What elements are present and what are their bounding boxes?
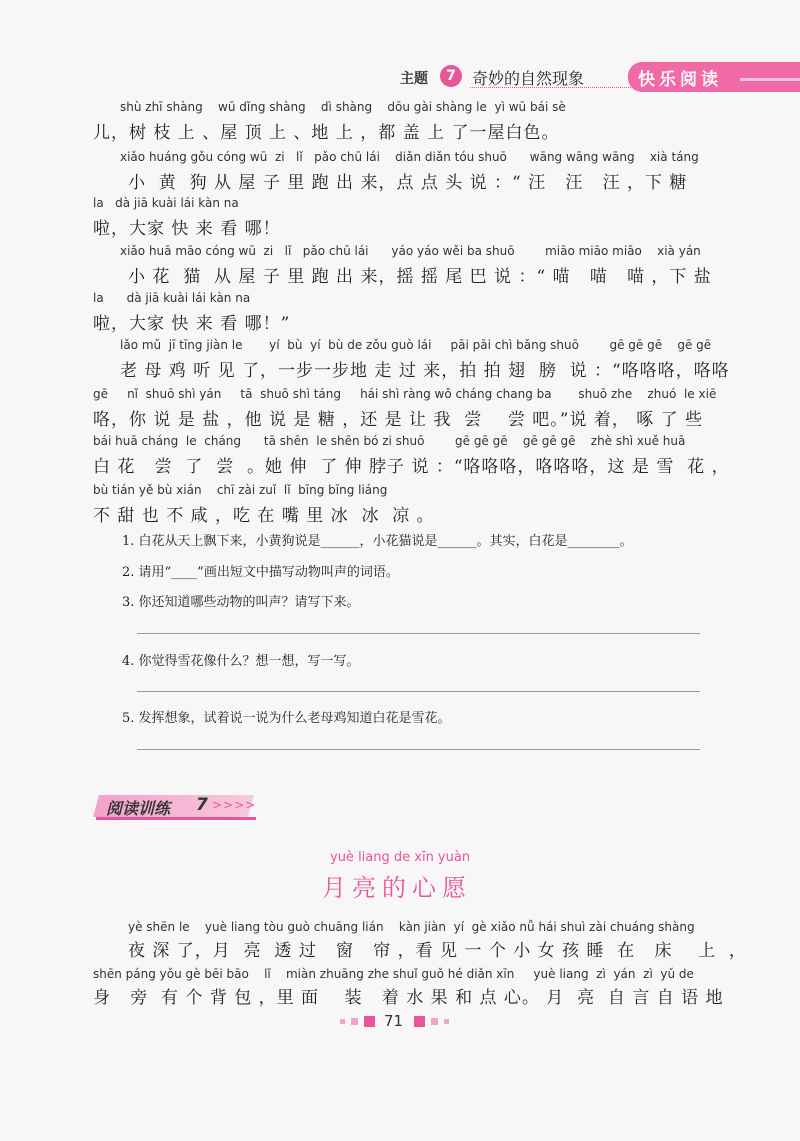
question-1: 1. 白花从天上飘下来，小黄狗说是______，小花猫说是______。其实，白花是________。 bbox=[122, 534, 633, 549]
hanzi-line: 儿，树 枝 上 、屋 顶 上 、地 上 ，都 盖 上 了一屋白色。 bbox=[93, 123, 560, 143]
question-4: 4. 你觉得雪花像什么？想一想，写一写。 bbox=[122, 654, 360, 669]
banner-label: 阅读训练 bbox=[106, 799, 171, 818]
hanzi-line: 小 黄 狗 从 屋 子 里 跑 出 来，点 点 头 说 ：“ 汪 汪 汪 ，下 糖 bbox=[128, 173, 688, 193]
pinyin-line: la dà jiā kuài lái kàn na bbox=[93, 196, 239, 210]
pinyin-line: bù tián yě bù xián chī zài zuǐ lǐ bīng bīng liáng bbox=[93, 483, 388, 497]
arrows-icon: >>>> bbox=[212, 798, 257, 812]
hanzi-line: 不 甜 也 不 咸 ，吃 在 嘴 里 冰 冰 凉 。 bbox=[93, 506, 435, 526]
pinyin-line: shù zhī shàng wū dǐng shàng dì shàng dōu gài shàng le yì wū bái sè bbox=[120, 100, 566, 114]
pinyin-line: lǎo mǔ jī tīng jiàn le yí bù yí bù de zǒu guò lái pāi pāi chì bǎng shuō gē gē gē gē gē bbox=[120, 338, 712, 352]
hanzi-line: 啦，大家 快 来 看 哪！” bbox=[93, 314, 291, 334]
pinyin-line: gē nǐ shuō shì yán tā shuō shì táng hái shì ràng wǒ cháng chang ba shuō zhe zhuó le xiē bbox=[93, 387, 717, 401]
answer-line-5[interactable] bbox=[137, 749, 700, 750]
question-3: 3. 你还知道哪些动物的叫声？请写下来。 bbox=[122, 595, 360, 610]
footer-square-icon bbox=[340, 1019, 345, 1024]
story-title: 月亮的心愿 bbox=[322, 874, 472, 902]
happy-reading-badge bbox=[628, 62, 800, 92]
hanzi-line: 咯，你 说 是 盐 ，他 说 是 糖 ，还 是 让 我 尝 尝 吧。”说 着， 啄 了 些 bbox=[93, 410, 704, 430]
page-number: 71 bbox=[384, 1012, 404, 1030]
hanzi-line: 小 花 猫 从 屋 子 里 跑 出 来，摇 摇 尾 巴 说 ：“ 喵 喵 喵 ，下 盐 bbox=[128, 267, 712, 287]
reading-training-banner bbox=[96, 795, 256, 819]
theme-title: 奇妙的自然现象 bbox=[472, 69, 585, 88]
answer-line-3[interactable] bbox=[137, 633, 700, 634]
page-header bbox=[380, 62, 800, 92]
page-footer bbox=[0, 1012, 800, 1032]
footer-square-icon bbox=[364, 1016, 375, 1027]
theme-label: 主题 bbox=[400, 71, 428, 87]
story-title-pinyin: yuè liang de xīn yuàn bbox=[330, 850, 471, 865]
pinyin-line: la dà jiā kuài lái kàn na bbox=[93, 291, 251, 305]
footer-square-icon bbox=[431, 1018, 438, 1025]
footer-square-icon bbox=[351, 1018, 358, 1025]
hanzi-line: 啦，大家 快 来 看 哪！ bbox=[93, 219, 281, 239]
hanzi-line: 白 花 尝 了 尝 。她 伸 了 伸 脖子 说 ：“咯咯咯，咯咯咯，这 是 雪 花 ， bbox=[93, 457, 730, 477]
footer-square-icon bbox=[444, 1019, 449, 1024]
hanzi-line: 身 旁 有 个 背 包 ，里 面 装 着 水 果 和 点 心。 月 亮 自 言 自 语 地 bbox=[93, 988, 724, 1008]
question-5: 5. 发挥想象，试着说一说为什么老母鸡知道白花是雪花。 bbox=[122, 711, 451, 726]
theme-number-badge: 7 bbox=[440, 65, 462, 87]
question-2: 2. 请用“____”画出短文中描写动物叫声的词语。 bbox=[122, 565, 399, 580]
pinyin-line: bái huā cháng le cháng tā shēn le shēn bó zi shuō gē gē gē gē gē gē zhè shì xuě huā bbox=[93, 434, 686, 448]
pinyin-line: xiǎo huā māo cóng wū zi lǐ pǎo chū lái yáo yáo wěi ba shuō miāo miāo miāo xià yán bbox=[120, 244, 701, 258]
answer-line-4[interactable] bbox=[137, 691, 700, 692]
pinyin-line: yè shēn le yuè liang tòu guò chuāng lián kàn jiàn yí gè xiǎo nǚ hái shuì zài chuáng shàng bbox=[128, 920, 695, 934]
pinyin-line: shēn páng yǒu gè bēi bāo lǐ miàn zhuāng zhe shuǐ guǒ hé diǎn xīn yuè liang zì yán zì yǔ de bbox=[93, 967, 694, 981]
footer-square-icon bbox=[414, 1016, 425, 1027]
hanzi-line: 老 母 鸡 听 见 了，一步一步地 走 过 来，拍 拍 翅 膀 说 ：“咯咯咯，咯咯 bbox=[120, 361, 730, 381]
badge-stripe bbox=[740, 78, 800, 81]
hanzi-line: 夜 深 了，月 亮 透 过 窗 帘 ，看 见 一 个 小 女 孩 睡 在 床 上 ， bbox=[128, 941, 747, 961]
banner-number: 7 bbox=[196, 795, 208, 815]
badge-text: 快乐阅读 bbox=[638, 70, 722, 90]
pinyin-line: xiǎo huáng gǒu cóng wū zi lǐ pǎo chū lái diǎn diǎn tóu shuō wāng wāng wāng xià táng bbox=[120, 150, 699, 164]
